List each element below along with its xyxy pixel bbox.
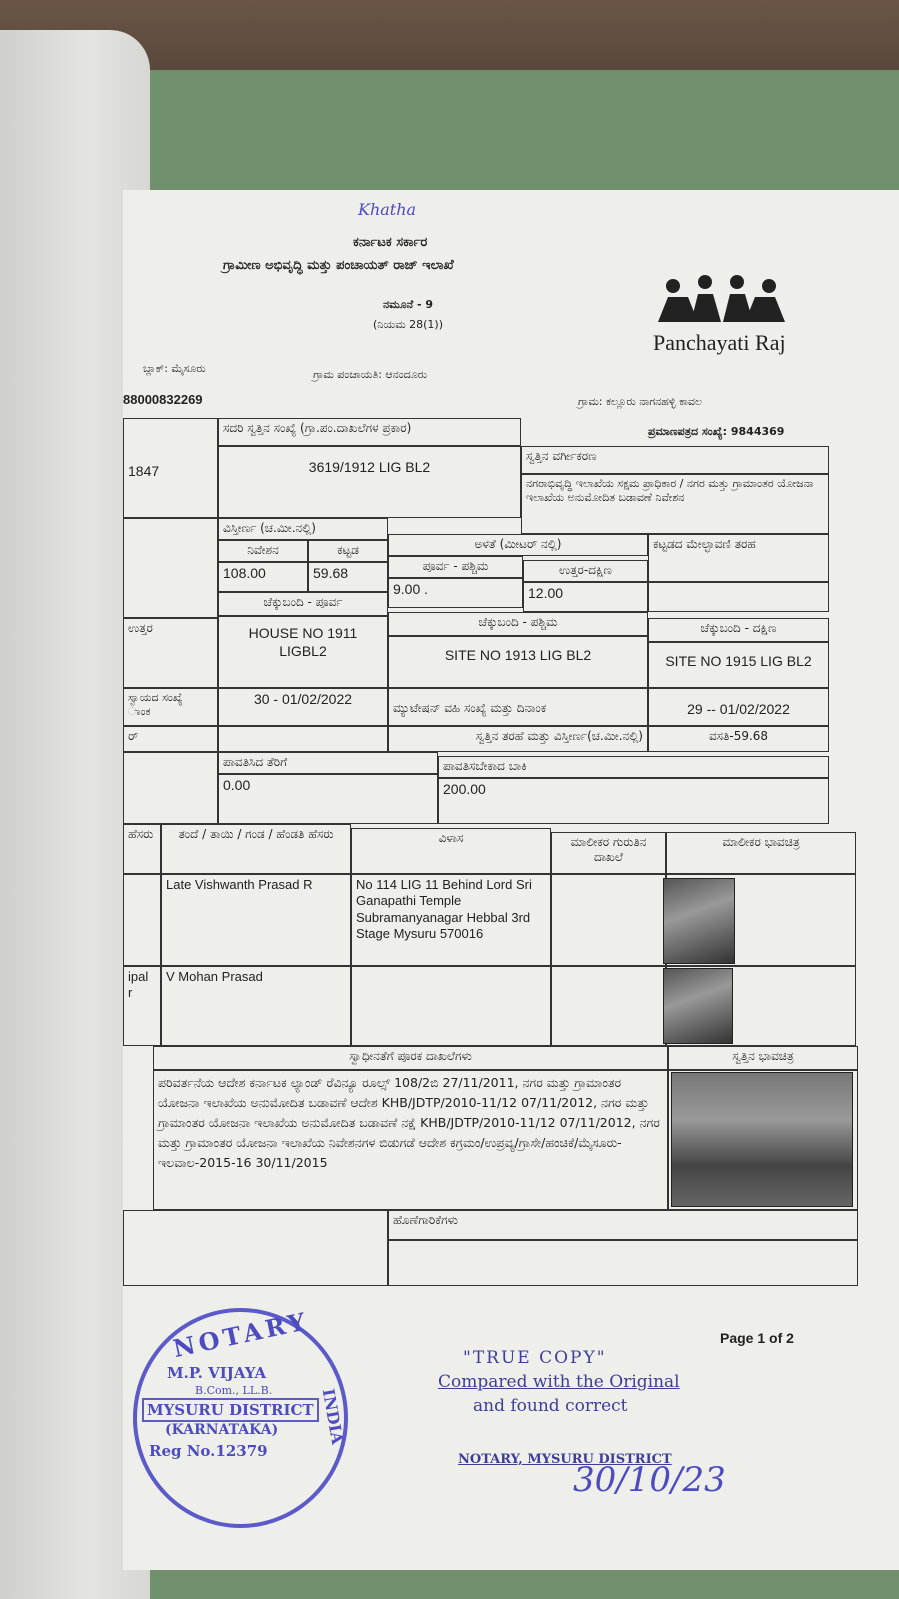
tax-due-value: 200.00 <box>438 778 829 824</box>
owner-id-label: ಮಾಲೀಕರ ಗುರುತಿನ ದಾಖಲೆ <box>551 832 666 874</box>
owner1-photo <box>663 878 735 964</box>
handwritten-mark: Khatha <box>358 200 417 219</box>
blank-cell-b <box>123 752 218 824</box>
blank-cell-a <box>218 726 388 752</box>
building-type-label: ಕಟ್ಟಡದ ಮೇಲ್ಛಾವಣಿ ತರಹ <box>648 534 829 582</box>
documents-value: ಪರಿವರ್ತನೆಯ ಆದೇಶ ಕರ್ನಾಟಕ ಲ್ಯಾಂಡ್ ರೆವಿನ್ಯೂ ರೂಲ್ಸ್ 108/2ಬಿ 27/11/2011, ನಗರ ಮತ್ತು ಗ್ರಾಮಾಂತರ ಯೋಜನಾ ಇಲಾಖೆಯ ಅನುಮೋದಿತ ಬಡಾವಣೆ ಆದೇಶ KHB/JDTP/2010-11/12 07/11/2012, ನಗರ ಮತ್ತು ಗ್ರಾಮಾಂತರ ಯೋಜನಾ ಇಲಾಖೆಯ ಅನುಮೋದಿತ ಬಡಾವಣೆ ನಕ್ಷೆ KHB/JDTP/2010-11/12 07/11/2012, ನಗರ ಮತ್ತು ಗ್ರಾಮಾಂತರ ಯೋಜನಾ ಇಲಾಖೆಯ ನಿವೇಶನಗಳ ಬಿಡುಗಡೆ ಆದೇಶ ಕಗ್ರಮಂ/ಉಪ್ರವ್ಯ/ಗ್ರಾಸೇ/ಹಂಚಿಕೆ/ಮೈಸೂರು-ಇಲವಾಲ-2015-16 30/11/2015 <box>153 1070 668 1210</box>
tax-paid-value: 0.00 <box>218 774 438 824</box>
documents-label: ಸ್ವಾಧೀನತೆಗೆ ಪೂರಕ ದಾಖಲೆಗಳು <box>153 1046 668 1070</box>
compared-text: Compared with the Original <box>438 1372 680 1392</box>
owner-photo-label: ಮಾಲೀಕರ ಭಾವಚಿತ್ರ <box>666 832 856 874</box>
owner-name-label-cut: ಹೆಸರು <box>123 824 161 874</box>
owner1-blank <box>123 874 161 966</box>
left-blank-cell <box>123 518 218 618</box>
rule-number: (ನಿಯಮ 28(1)) <box>373 318 444 331</box>
owner2-id <box>551 966 666 1046</box>
east-boundary-label: ಚೆಕ್ಕುಬಂದಿ - ಪೂರ್ವ <box>218 592 388 616</box>
dims-label: ಅಳತೆ (ಮೀಟರ್ ನಲ್ಲಿ) <box>388 534 648 556</box>
dept-title: ಗ್ರಾಮೀಣ ಅಭಿವೃದ್ಧಿ ಮತ್ತು ಪಂಚಾಯತ್ ರಾಜ್ ಇಲಾಖೆ <box>223 258 454 273</box>
north-south-value: 12.00 <box>523 582 648 612</box>
village-label: ಗ್ರಾಮ: ಕಲ್ಲೂರು ನಾಗನಹಳ್ಳಿ ಕಾವಲ <box>578 395 703 408</box>
found-correct-text: and found correct <box>473 1396 628 1416</box>
panchayati-raj-logo-icon <box>653 272 788 327</box>
left-index-cell: 1847 <box>123 418 218 518</box>
mutation-label: ಮ್ಯುಟೇಷನ್ ವಹಿ ಸಂಖ್ಯೆ ಮತ್ತು ದಿನಾಂಕ <box>388 688 648 726</box>
property-certificate-sheet <box>123 190 899 1570</box>
area-label: ವಿಸ್ತೀರ್ಣ (ಚ.ಮೀ.ನಲ್ಲಿ) <box>218 518 388 540</box>
property-type-label: ಸ್ವತ್ತಿನ ತರಹೆ ಮತ್ತು ವಿಸ್ತೀರ್ಣ(ಚ.ಮೀ.ನಲ್ಲಿ) <box>388 726 648 752</box>
record-id: 88000832269 <box>123 392 203 407</box>
east-west-value: 9.00 . <box>388 578 523 608</box>
site-photo <box>671 1072 853 1207</box>
owner1-address: No 114 LIG 11 Behind Lord Sri Ganapathi Temple Subramanyanagar Hebbal 3rd Stage Mysuru 570016 <box>351 874 551 966</box>
north-cut-label: ಉತ್ತರ <box>123 618 218 688</box>
taluk-label: ಬ್ಲಾಕ್: ಮೈಸೂರು <box>143 362 206 375</box>
liabilities-left-blank <box>123 1210 388 1286</box>
building-label: ಕಟ್ಟಡ <box>308 540 388 562</box>
liabilities-value <box>388 1240 858 1286</box>
mutation-value: 29 -- 01/02/2022 <box>648 688 829 726</box>
true-copy-stamp: "TRUE COPY" <box>463 1348 607 1368</box>
site-photo-label: ಸ್ವತ್ತಿನ ಭಾವಚಿತ್ರ <box>668 1046 858 1070</box>
south-boundary-label: ಚೆಕ್ಕುಬಂದಿ - ದಕ್ಷಿಣ <box>648 618 829 642</box>
govt-title: ಕರ್ನಾಟಕ ಸರ್ಕಾರ <box>353 235 428 250</box>
father-name-label: ತಂದೆ / ತಾಯಿ / ಗಂಡ / ಹೆಂಡತಿ ಹೆಸರು <box>161 824 351 874</box>
east-west-label: ಪೂರ್ವ - ಪಶ್ಚಿಮ <box>388 556 523 578</box>
property-no-label: ಸದರಿ ಸ್ವತ್ತಿನ ಸಂಖ್ಯೆ (ಗ್ರಾ.ಪಂ.ದಾಖಲೆಗಳ ಪ್ರಕಾರ) <box>218 418 521 446</box>
west-boundary-label: ಚೆಕ್ಕುಬಂದಿ - ಪಶ್ಚಿಮ <box>388 612 648 636</box>
site-area-value: 108.00 <box>218 562 308 592</box>
classification-value: ನಗರಾಭಿವೃದ್ಧಿ ಇಲಾಖೆಯ ಸಕ್ಷಮ ಪ್ರಾಧಿಕಾರ / ನಗರ ಮತ್ತು ಗ್ರಾಮಾಂತರ ಯೋಜನಾ ಇಲಾಖೆಯ ಅನುಮೋದಿತ ಬಡಾವಣೆ ನಿವೇಶನ <box>521 474 829 534</box>
north-south-label: ಉತ್ತರ-ದಕ್ಷಿಣ <box>523 560 648 582</box>
row-label-c: ರ್ <box>123 726 218 752</box>
owner2-father: V Mohan Prasad <box>161 966 351 1046</box>
property-type-value: ವಸತಿ-59.68 <box>648 726 829 752</box>
panchayat-label: ಗ್ರಾಮ ಪಂಚಾಯತಿ: ಆನಂದೂರು <box>313 368 428 381</box>
building-area-value: 59.68 <box>308 562 388 592</box>
building-type-value <box>648 582 829 612</box>
property-no-value: 3619/1912 LIG BL2 <box>218 446 521 518</box>
owner2-photo <box>663 968 733 1044</box>
form-number: ನಮೂನೆ - 9 <box>383 298 434 311</box>
owner2-cut-label: ipal r <box>123 966 161 1046</box>
tax-paid-label: ಪಾವತಿಸಿದ ತೆರಿಗೆ <box>218 752 438 774</box>
east-boundary-value: HOUSE NO 1911 LIGBL2 <box>218 616 388 688</box>
owner2-address <box>351 966 551 1046</box>
south-boundary-value: SITE NO 1915 LIG BL2 <box>648 642 829 688</box>
certificate-number: ಪ್ರಮಾಣಪತ್ರದ ಸಂಖ್ಯೆ: 9844369 <box>648 425 785 438</box>
row-label-a: ಸ್ವಾಯದ ಸಂಖ್ಯೆ ಾಂಕ <box>123 688 218 726</box>
logo-text: Panchayati Raj <box>653 330 786 355</box>
registration-value: 30 - 01/02/2022 <box>218 688 388 726</box>
notary-seal: NOTARY M.P. VIJAYA B.Com., LL.B. MYSURU DISTRICT (KARNATAKA) Reg No.12379 INDIA <box>133 1308 348 1528</box>
notary-title: NOTARY, MYSURU DISTRICT <box>458 1452 672 1467</box>
classification-label: ಸ್ವತ್ತಿನ ವರ್ಗೀಕರಣ <box>521 446 829 474</box>
site-label: ನಿವೇಶನ <box>218 540 308 562</box>
owner1-id <box>551 874 666 966</box>
tax-due-label: ಪಾವತಿಸಬೇಕಾದ ಬಾಕಿ <box>438 756 829 778</box>
page-number: Page 1 of 2 <box>720 1330 794 1346</box>
handwritten-date: 30/10/23 <box>573 1460 726 1500</box>
liabilities-label: ಹೊಣೆಗಾರಿಕೆಗಳು <box>388 1210 858 1240</box>
west-boundary-value: SITE NO 1913 LIG BL2 <box>388 636 648 688</box>
address-label: ವಿಳಾಸ <box>351 828 551 874</box>
owner1-father: Late Vishwanth Prasad R <box>161 874 351 966</box>
